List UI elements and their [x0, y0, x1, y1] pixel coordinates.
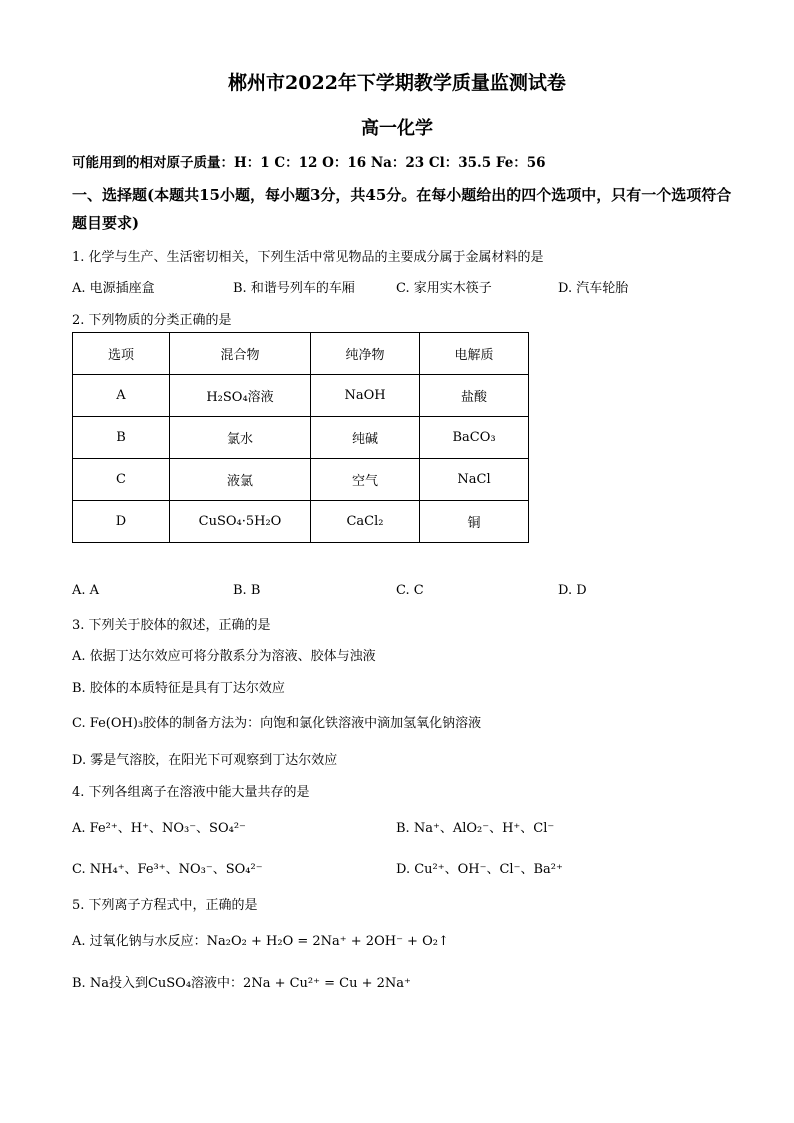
- q4-option-c-ions: NH₄⁺、Fe³⁺、NO₃⁻、SO₄²⁻: [89, 862, 263, 877]
- q5-option-b-label: B. Na投入到CuSO₄溶液中：: [72, 976, 244, 991]
- q2-option-c: C. C: [396, 583, 424, 598]
- q1-option-d: D. 汽车轮胎: [558, 281, 629, 296]
- q4-option-c: [72, 858, 263, 877]
- exam-title: 郴州市2022年下学期教学质量监测试卷: [228, 72, 566, 94]
- table-cell: 铜: [420, 501, 529, 543]
- q5-option-b-equation: 2Na + Cu²⁺ = Cu + 2Na⁺: [243, 976, 411, 991]
- q3-stem: 3. 下列关于胶体的叙述，正确的是: [72, 618, 271, 633]
- table-header: 纯净物: [311, 333, 420, 375]
- q4-option-a-ions: Fe²⁺、H⁺、NO₃⁻、SO₄²⁻: [89, 821, 246, 836]
- q4-option-b-ions: Na⁺、AlO₂⁻、H⁺、Cl⁻: [413, 821, 555, 836]
- q2-option-d: D. D: [558, 583, 587, 598]
- exam-subtitle: 高一化学: [361, 118, 433, 139]
- classification-table: [72, 332, 529, 543]
- q3-option-b: B. 胶体的本质特征是具有丁达尔效应: [72, 681, 285, 696]
- q4-option-b-label: B.: [396, 821, 410, 836]
- table-row: [73, 459, 529, 501]
- q4-option-c-label: C.: [72, 862, 86, 877]
- table-cell: CuSO₄·5H₂O: [170, 501, 311, 543]
- q4-option-a-label: A.: [72, 821, 86, 836]
- q5-stem: 5. 下列离子方程式中，正确的是: [72, 898, 258, 913]
- q5-option-a-label: A. 过氧化钠与水反应：: [72, 934, 207, 949]
- q4-stem: 4. 下列各组离子在溶液中能大量共存的是: [72, 785, 310, 800]
- table-header: 混合物: [170, 333, 311, 375]
- q1-stem: 1. 化学与生产、生活密切相关，下列生活中常见物品的主要成分属于金属材料的是: [72, 250, 544, 265]
- table-row: [73, 375, 529, 417]
- q3-option-c: [72, 712, 481, 731]
- q2-option-b: B. B: [233, 583, 261, 598]
- table-cell: 液氯: [170, 459, 311, 501]
- q5-option-a-equation: Na₂O₂ + H₂O = 2Na⁺ + 2OH⁻ + O₂↑: [206, 934, 449, 949]
- q4-option-d-ions: Cu²⁺、OH⁻、Cl⁻、Ba²⁺: [414, 862, 563, 877]
- q1-option-b: B. 和谐号列车的车厢: [233, 281, 355, 296]
- q4-option-b: [396, 817, 554, 836]
- table-cell: BaCO₃: [420, 417, 529, 459]
- table-header: 选项: [73, 333, 170, 375]
- table-cell: 纯碱: [311, 417, 420, 459]
- table-row: [73, 417, 529, 459]
- q4-option-d-label: D.: [396, 862, 411, 877]
- table-cell: 空气: [311, 459, 420, 501]
- q3-option-c-formula: Fe(OH)₃: [89, 716, 144, 731]
- table-header-row: [73, 333, 529, 375]
- q5-option-a: [72, 930, 449, 949]
- q4-option-d: [396, 858, 563, 877]
- q3-option-c-text: 胶体的制备方法为：向饱和氯化铁溶液中滴加氢氧化钠溶液: [143, 716, 482, 731]
- table-header: 电解质: [420, 333, 529, 375]
- q3-option-c-label: C.: [72, 716, 86, 731]
- table-cell: 氯水: [170, 417, 311, 459]
- table-cell: NaCl: [420, 459, 529, 501]
- q2-option-a: A. A: [72, 583, 100, 598]
- table-cell: C: [73, 459, 170, 501]
- q4-option-a: [72, 817, 246, 836]
- table-row: [73, 501, 529, 543]
- q5-option-b: [72, 972, 411, 991]
- table-cell: CaCl₂: [311, 501, 420, 543]
- table-cell: D: [73, 501, 170, 543]
- table-cell: A: [73, 375, 170, 417]
- section-heading: 一、选择题(本题共15小题，每小题3分，共45分。在每小题给出的四个选项中，只有一个选项符合题目要求): [72, 186, 732, 232]
- table-cell: 盐酸: [420, 375, 529, 417]
- q3-option-d: D. 雾是气溶胶，在阳光下可观察到丁达尔效应: [72, 753, 338, 768]
- q3-option-a: A. 依据丁达尔效应可将分散系分为溶液、胶体与浊液: [72, 649, 376, 664]
- q1-option-c: C. 家用实木筷子: [396, 281, 492, 296]
- table-cell: B: [73, 417, 170, 459]
- q2-stem: 2. 下列物质的分类正确的是: [72, 313, 232, 328]
- q1-option-a: A. 电源插座盒: [72, 281, 155, 296]
- table-cell: H₂SO₄溶液: [170, 375, 311, 417]
- atomic-masses: 可能用到的相对原子质量：H：1 C：12 O：16 Na：23 Cl：35.5 Fe：56: [72, 155, 546, 171]
- table-cell: NaOH: [311, 375, 420, 417]
